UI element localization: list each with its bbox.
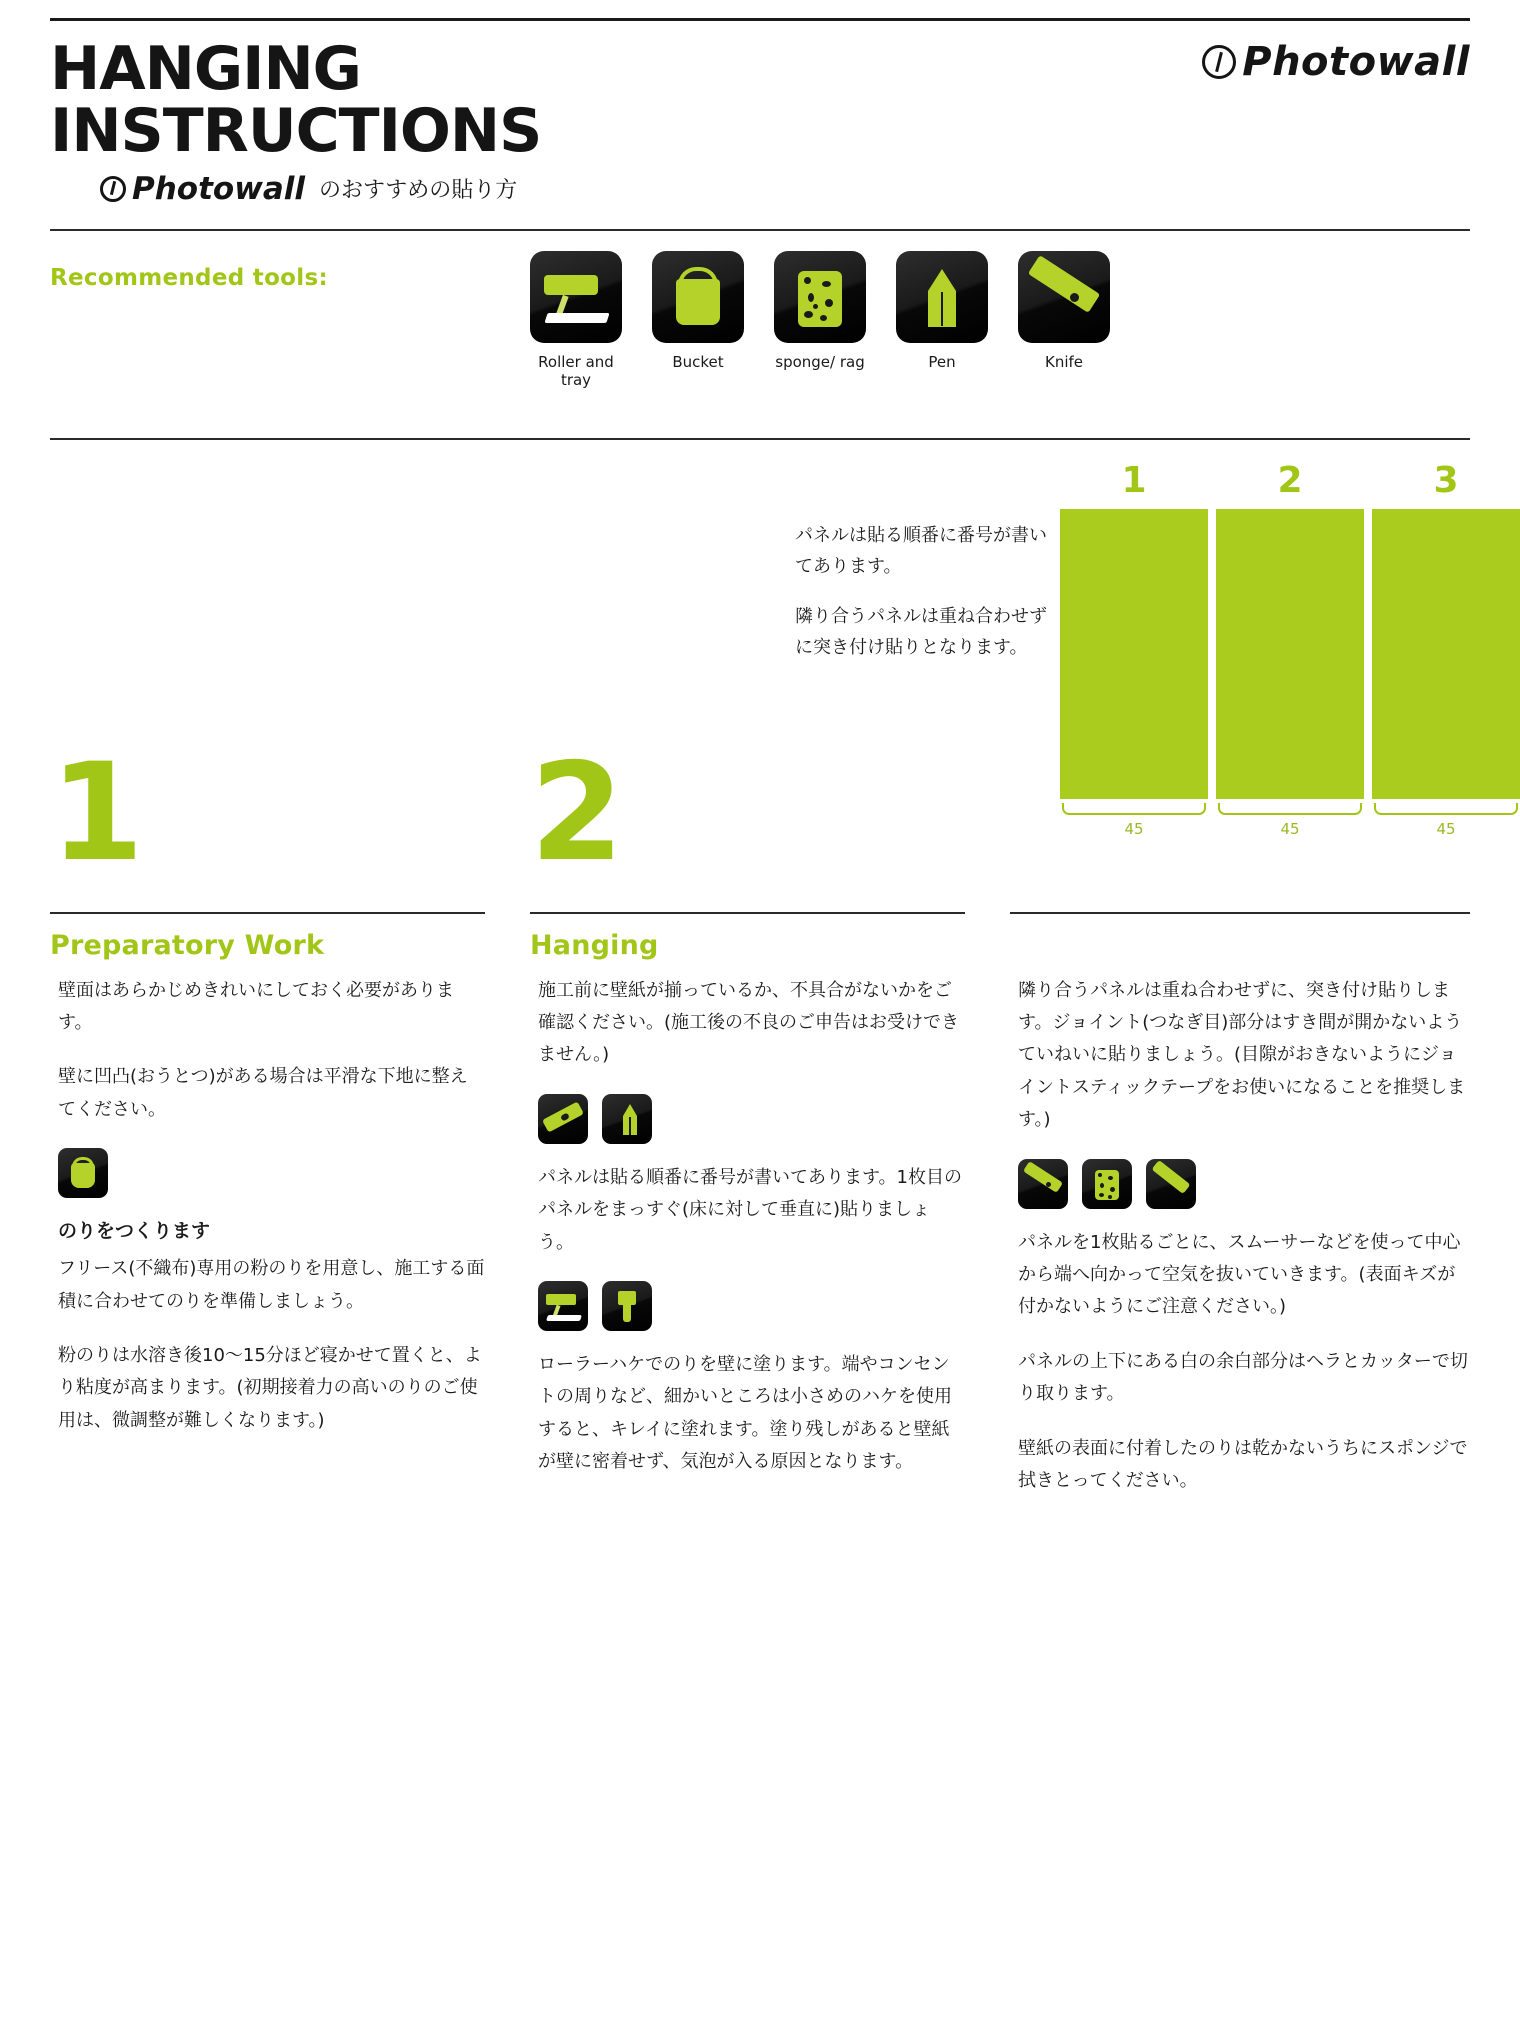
panel-box (1372, 509, 1520, 799)
column-heading: Preparatory Work (50, 929, 325, 961)
tool-item (896, 251, 988, 391)
page-title-line1: HANGING (50, 34, 361, 104)
inline-icon-row (1018, 1159, 1470, 1209)
measure-brace-icon (1374, 803, 1518, 815)
column-divider (50, 912, 485, 914)
roller-and-tray-icon (538, 1281, 588, 1331)
panel-width: 45 (1124, 819, 1144, 838)
panel-measure (1372, 803, 1520, 838)
panel-numbers (1060, 460, 1520, 501)
column-divider (1010, 912, 1470, 914)
sponge-rag-icon (774, 251, 866, 343)
photowall-mark-icon (1202, 45, 1236, 79)
panel-number: 2 (1277, 459, 1303, 501)
level-icon (538, 1094, 588, 1144)
photowall-logo-text-inline: Photowall (132, 170, 306, 207)
measure-brace-icon (1218, 803, 1362, 815)
inline-icon-row (58, 1148, 485, 1198)
document-header (50, 21, 1470, 207)
knife-icon (1018, 251, 1110, 343)
panel-measure (1216, 803, 1364, 838)
panel-note-1: パネルは貼る順番に番号が書いてあります。 (795, 524, 1047, 578)
photowall-logo-inline (100, 171, 305, 207)
measure-brace-icon (1062, 803, 1206, 815)
subtitle (50, 171, 1470, 207)
knife-icon (1018, 1159, 1068, 1209)
subheading: のりをつくります (58, 1220, 211, 1243)
tool-caption: sponge/ rag (775, 352, 865, 371)
photowall-logo (1202, 39, 1470, 85)
pen-icon (602, 1094, 652, 1144)
tools-list (530, 251, 1110, 391)
paragraph: 隣り合うパネルは重ね合わせずに、突き付け貼りします。ジョイント(つなぎ目)部分はすき間が開かないようていねいに貼りましょう。(目隙がおきないようにジョイントスティックテープをお使いになることを推奨します。) (1018, 979, 1466, 1131)
panel-box (1216, 509, 1364, 799)
steps-overview (50, 440, 1470, 900)
document-page (0, 18, 1520, 2018)
column-finishing (1010, 912, 1470, 1520)
column-hanging (530, 912, 1010, 1520)
scraper-icon (1146, 1159, 1196, 1209)
inline-icon-row (538, 1281, 965, 1331)
panel-number: 3 (1433, 459, 1459, 501)
inline-icon-row (538, 1094, 965, 1144)
brush-icon (602, 1281, 652, 1331)
tool-item (1018, 251, 1110, 391)
pen-icon (896, 251, 988, 343)
panel-measurements (1060, 803, 1520, 838)
tool-caption: Bucket (672, 352, 724, 371)
page-title-line2: INSTRUCTIONS (50, 95, 542, 166)
tool-item (530, 251, 622, 391)
recommended-tools-label: Recommended tools: (50, 264, 328, 291)
column-divider (530, 912, 965, 914)
panel-note-2: 隣り合うパネルは重ね合わせずに突き付け貼りとなります。 (795, 605, 1047, 659)
panel-width: 45 (1280, 819, 1300, 838)
sponge-rag-icon (1082, 1159, 1132, 1209)
panel-width: 45 (1436, 819, 1456, 838)
paragraph: 粉のりは水溶き後10〜15分ほど寝かせて置くと、より粘度が高まります。(初期接着力の高いのりのご使用は、微調整が難しくなります。) (58, 1344, 482, 1431)
panel-notes (795, 520, 1055, 682)
step-number-2: 2 (530, 733, 624, 891)
tool-item (774, 251, 866, 391)
paragraph: ローラーハケでのりを壁に塗ります。端やコンセントの周りなど、細かいところは小さめのハケを使用すると、キレイに塗れます。塗り残しがあると壁紙が壁に密着せず、気泡が入る原因となります。 (538, 1353, 952, 1473)
paragraph: 施工前に壁紙が揃っているか、不具合がないかをご確認ください。(施工後の不良のご申告はお受けできません。) (538, 979, 960, 1066)
bucket-icon (652, 251, 744, 343)
instruction-columns (50, 912, 1470, 1520)
roller-and-tray-icon (530, 251, 622, 343)
panel-boxes (1060, 509, 1520, 799)
photowall-mark-icon (100, 176, 126, 202)
tool-caption: Knife (1044, 352, 1084, 371)
step-number-1: 1 (50, 733, 144, 891)
paragraph: フリース(不織布)専用の粉のりを用意し、施工する面積に合わせてのりを準備しましょう。 (58, 1258, 485, 1312)
bucket-icon (58, 1148, 108, 1198)
paragraph: 壁面はあらかじめきれいにしておく必要があります。 (58, 979, 454, 1033)
column-preparatory-work (50, 912, 530, 1520)
paragraph: パネルの上下にある白の余白部分はヘラとカッターで切り取ります。 (1018, 1350, 1468, 1405)
photowall-logo-text: Photowall (1242, 39, 1470, 85)
tool-item (652, 251, 744, 391)
panel-box (1060, 509, 1208, 799)
recommended-tools-section (50, 231, 1470, 416)
panel-measure (1060, 803, 1208, 838)
subtitle-japanese: のおすすめの貼り方 (319, 178, 518, 204)
paragraph: 壁紙の表面に付着したのりは乾かないうちにスポンジで拭きとってください。 (1018, 1437, 1468, 1491)
panel-diagram (1060, 460, 1520, 838)
paragraph: 壁に凹凸(おうとつ)がある場合は平滑な下地に整えてください。 (58, 1066, 468, 1120)
tool-caption: Pen (928, 352, 956, 371)
tool-caption: Roller and tray (538, 352, 614, 390)
paragraph: パネルは貼る順番に番号が書いてあります。1枚目のパネルをまっすぐ(床に対して垂直に)貼りましょう。 (538, 1166, 963, 1253)
paragraph: パネルを1枚貼るごとに、スムーサーなどを使って中心から端へ向かって空気を抜いていきます。(表面キズが付かないようにご注意ください。) (1018, 1231, 1461, 1318)
panel-number: 1 (1121, 459, 1147, 501)
column-heading: Hanging (530, 929, 659, 961)
